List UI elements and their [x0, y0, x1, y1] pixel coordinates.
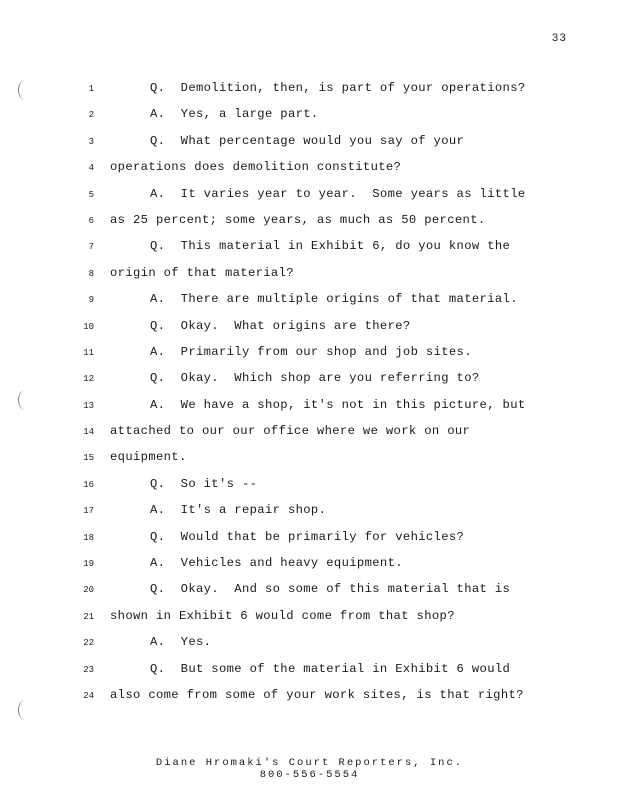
- line-text: equipment.: [110, 450, 187, 465]
- transcript-line: [0, 579, 619, 605]
- transcript-line: [0, 263, 619, 289]
- line-text: shown in Exhibit 6 would come from that shop?: [110, 608, 455, 623]
- transcript-body: [0, 78, 619, 711]
- line-text: origin of that material?: [110, 265, 294, 280]
- line-text: Q. This material in Exhibit 6, do you know the: [150, 239, 511, 254]
- line-number: 13: [83, 400, 94, 411]
- line-number: 6: [88, 215, 94, 226]
- line-number: 18: [83, 532, 94, 543]
- transcript-line: [0, 342, 619, 368]
- line-text: Q. Demolition, then, is part of your operations?: [150, 81, 526, 95]
- line-number: 24: [83, 690, 94, 701]
- line-text: Q. Okay. What origins are there?: [150, 318, 411, 333]
- line-text: A. Vehicles and heavy equipment.: [150, 556, 403, 571]
- line-number: 16: [83, 479, 94, 490]
- line-text: A. We have a shop, it's not in this picture, but: [150, 397, 526, 412]
- line-number: 19: [83, 559, 94, 570]
- line-number: 7: [88, 242, 94, 253]
- line-number: 10: [83, 321, 94, 332]
- line-text: Q. What percentage would you say of your: [150, 133, 465, 148]
- transcript-line: [0, 447, 619, 473]
- line-number: 15: [83, 453, 94, 464]
- line-text: A. Yes.: [150, 635, 212, 650]
- line-number: 12: [83, 374, 94, 385]
- line-text: Q. Okay. And so some of this material that is: [150, 582, 511, 597]
- transcript-line: [0, 500, 619, 526]
- line-number: 5: [88, 189, 94, 200]
- line-number: 3: [88, 136, 94, 147]
- transcript-line: [0, 606, 619, 632]
- line-text: operations does demolition constitute?: [110, 160, 402, 175]
- transcript-line: [0, 78, 619, 104]
- line-text: as 25 percent; some years, as much as 50 percent.: [110, 212, 486, 227]
- transcript-line: [0, 421, 619, 447]
- transcript-line: [0, 289, 619, 315]
- line-number: 8: [88, 268, 94, 279]
- page-number: 33: [551, 33, 567, 45]
- transcript-line: [0, 553, 619, 579]
- transcript-line: [0, 395, 619, 421]
- line-text: A. It's a repair shop.: [150, 503, 327, 518]
- line-text: Q. Would that be primarily for vehicles?: [150, 529, 465, 544]
- line-text: A. Primarily from our shop and job sites.: [150, 344, 472, 359]
- line-number: 23: [83, 664, 94, 675]
- transcript-line: [0, 131, 619, 157]
- line-text: Q. But some of the material in Exhibit 6 would: [150, 661, 511, 676]
- line-text: also come from some of your work sites, is that right?: [110, 687, 524, 702]
- line-number: 22: [83, 638, 94, 649]
- footer-phone: 800-556-5554: [259, 769, 360, 781]
- line-text: attached to our our office where we work on our: [110, 424, 471, 439]
- transcript-line: [0, 632, 619, 658]
- transcript-line: [0, 368, 619, 394]
- line-number: 11: [83, 347, 94, 358]
- transcript-line: [0, 157, 619, 183]
- line-text: A. There are multiple origins of that material.: [150, 292, 518, 307]
- transcript-line: [0, 184, 619, 210]
- line-text: A. Yes, a large part.: [150, 107, 319, 122]
- footer-company: Diane Hromaki's Court Reporters, Inc.: [155, 757, 464, 769]
- line-text: A. It varies year to year. Some years as little: [150, 186, 526, 201]
- line-number: 14: [83, 427, 94, 438]
- transcript-line: [0, 659, 619, 685]
- line-text: Q. Okay. Which shop are you referring to?: [150, 371, 480, 386]
- transcript-line: [0, 210, 619, 236]
- line-number: 2: [88, 110, 94, 121]
- line-number: 4: [88, 163, 94, 174]
- transcript-line: [0, 104, 619, 130]
- line-number: 21: [83, 611, 94, 622]
- transcript-line: [0, 474, 619, 500]
- transcript-line: [0, 527, 619, 553]
- line-number: 9: [88, 295, 94, 306]
- line-text: Q. So it's --: [150, 476, 258, 491]
- line-number: 20: [83, 585, 94, 596]
- line-number: 1: [88, 84, 94, 94]
- transcript-line: [0, 685, 619, 711]
- line-number: 17: [83, 506, 94, 517]
- transcript-line: [0, 316, 619, 342]
- transcript-line: [0, 236, 619, 262]
